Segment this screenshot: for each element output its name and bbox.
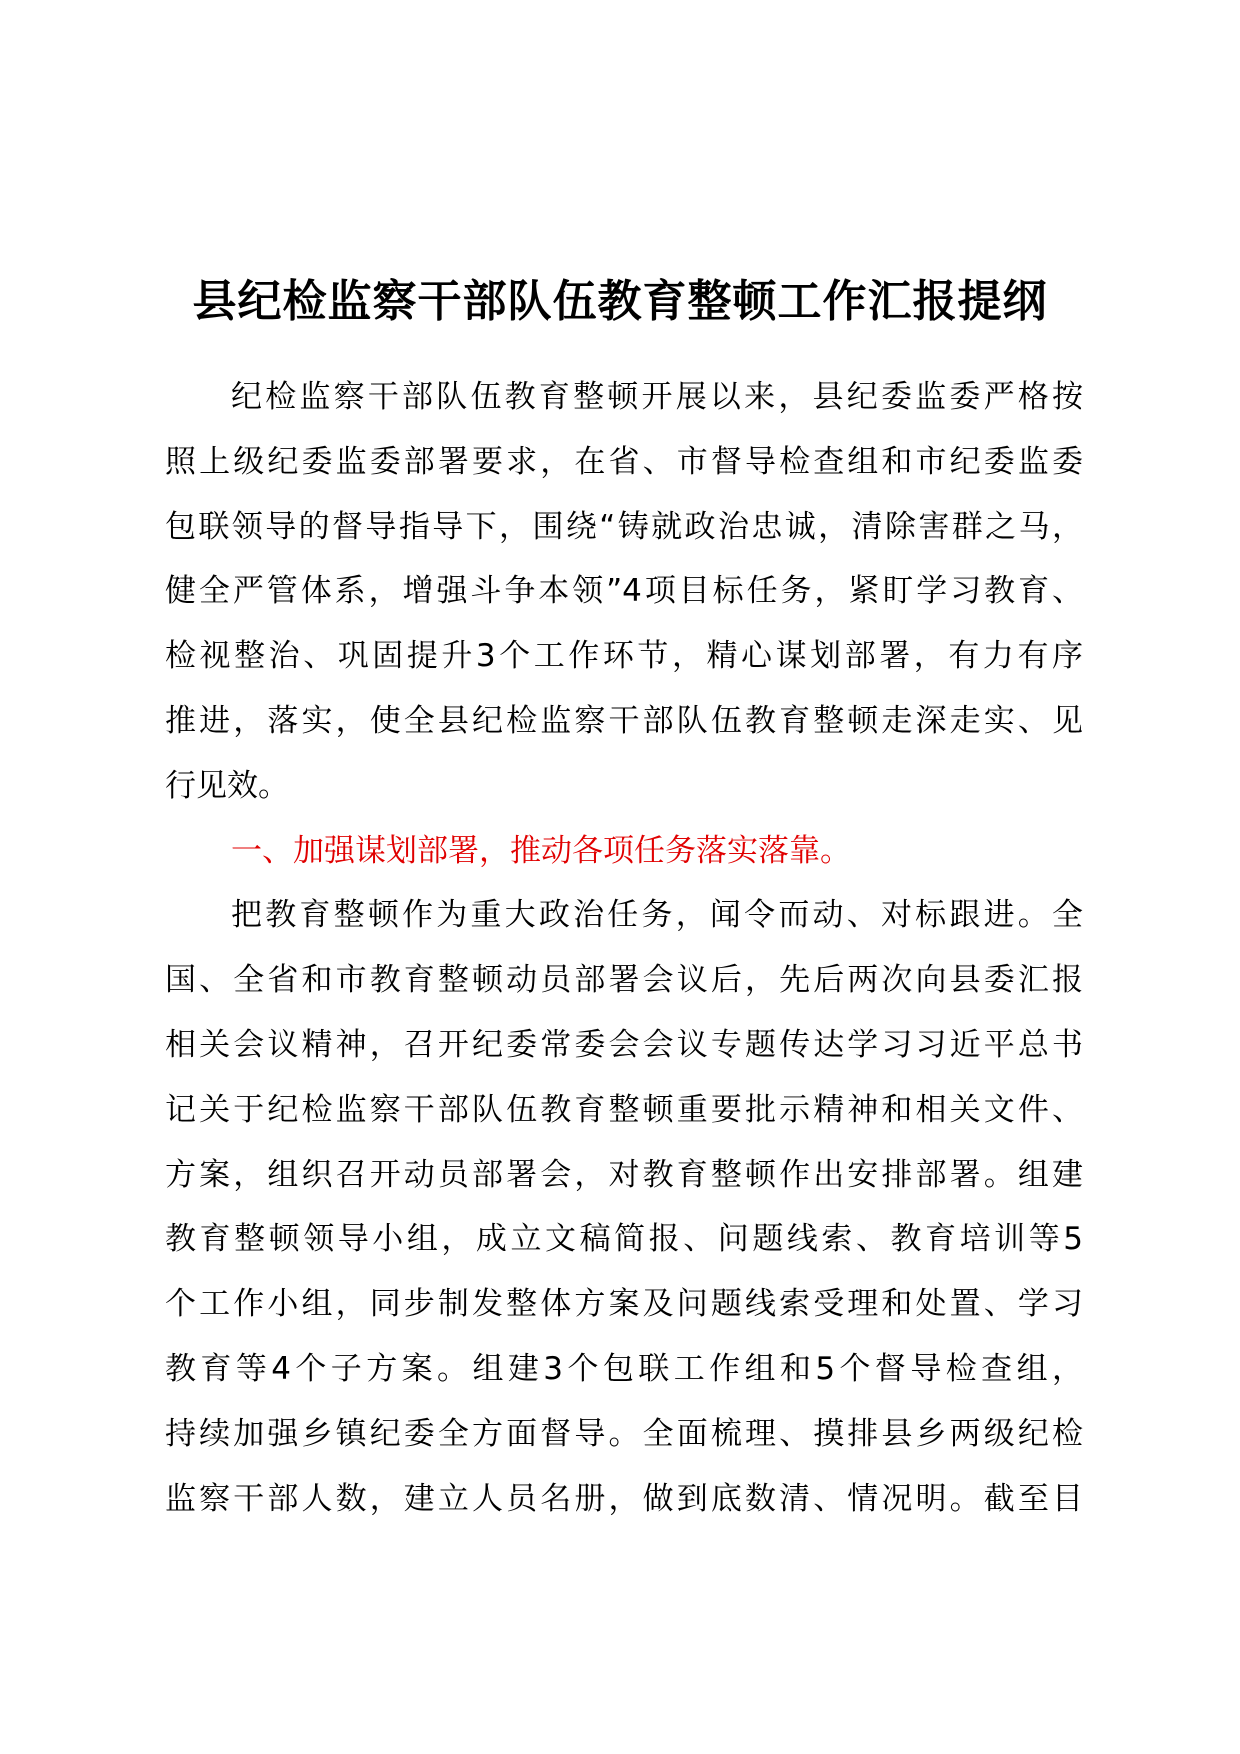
- text-line: 纪检监察干部队伍教育整顿开展以来，县纪委监委严格按: [231, 379, 1083, 415]
- text-line: 照上级纪委监委部署要求，在省、市督导检查组和市纪委监委: [165, 443, 1083, 480]
- text-line: 检视整治、巩固提升3个工作环节，精心谋划部署，有力有序: [165, 638, 1083, 675]
- text-line: 记关于纪检监察干部队伍教育整顿重要批示精神和相关文件、: [165, 1091, 1083, 1128]
- text-line: 持续加强乡镇纪委全方面督导。全面梳理、摸排县乡两级纪检: [165, 1415, 1083, 1452]
- text-line: 健全严管体系，增强斗争本领”4项目标任务，紧盯学习教育、: [165, 573, 1083, 610]
- text-line: 监察干部人数，建立人员名册，做到底数清、情况明。截至目: [165, 1480, 1083, 1517]
- document-title: 县纪检监察干部队伍教育整顿工作汇报提纲: [192, 276, 1048, 327]
- text-line: 推进，落实，使全县纪检监察干部队伍教育整顿走深走实、见: [165, 702, 1083, 739]
- text-line: 个工作小组，同步制发整体方案及问题线索受理和处置、学习: [165, 1286, 1083, 1323]
- text-line: 国、全省和市教育整顿动员部署会议后，先后两次向县委汇报: [165, 962, 1083, 999]
- document-body: [165, 365, 1083, 1531]
- text-line: 方案，组织召开动员部署会，对教育整顿作出安排部署。组建: [165, 1156, 1083, 1193]
- text-line: 把教育整顿作为重大政治任务，闻令而动、对标跟进。全: [231, 897, 1083, 934]
- paragraph-section1: [165, 883, 1083, 1531]
- text-line: 教育整顿领导小组，成立文稿简报、问题线索、教育培训等5: [165, 1221, 1083, 1258]
- text-line: 教育等4个子方案。组建3个包联工作组和5个督导检查组，: [165, 1350, 1083, 1387]
- paragraph-intro: [165, 365, 1083, 819]
- text-line: 包联领导的督导指导下，围绕“铸就政治忠诚，清除害群之马，: [165, 508, 1083, 545]
- section-heading: 一、加强谋划部署，推动各项任务落实落靠。: [231, 832, 851, 869]
- text-line: 相关会议精神，召开纪委常委会会议专题传达学习习近平总书: [165, 1026, 1083, 1063]
- text-line: 行见效。: [165, 767, 289, 804]
